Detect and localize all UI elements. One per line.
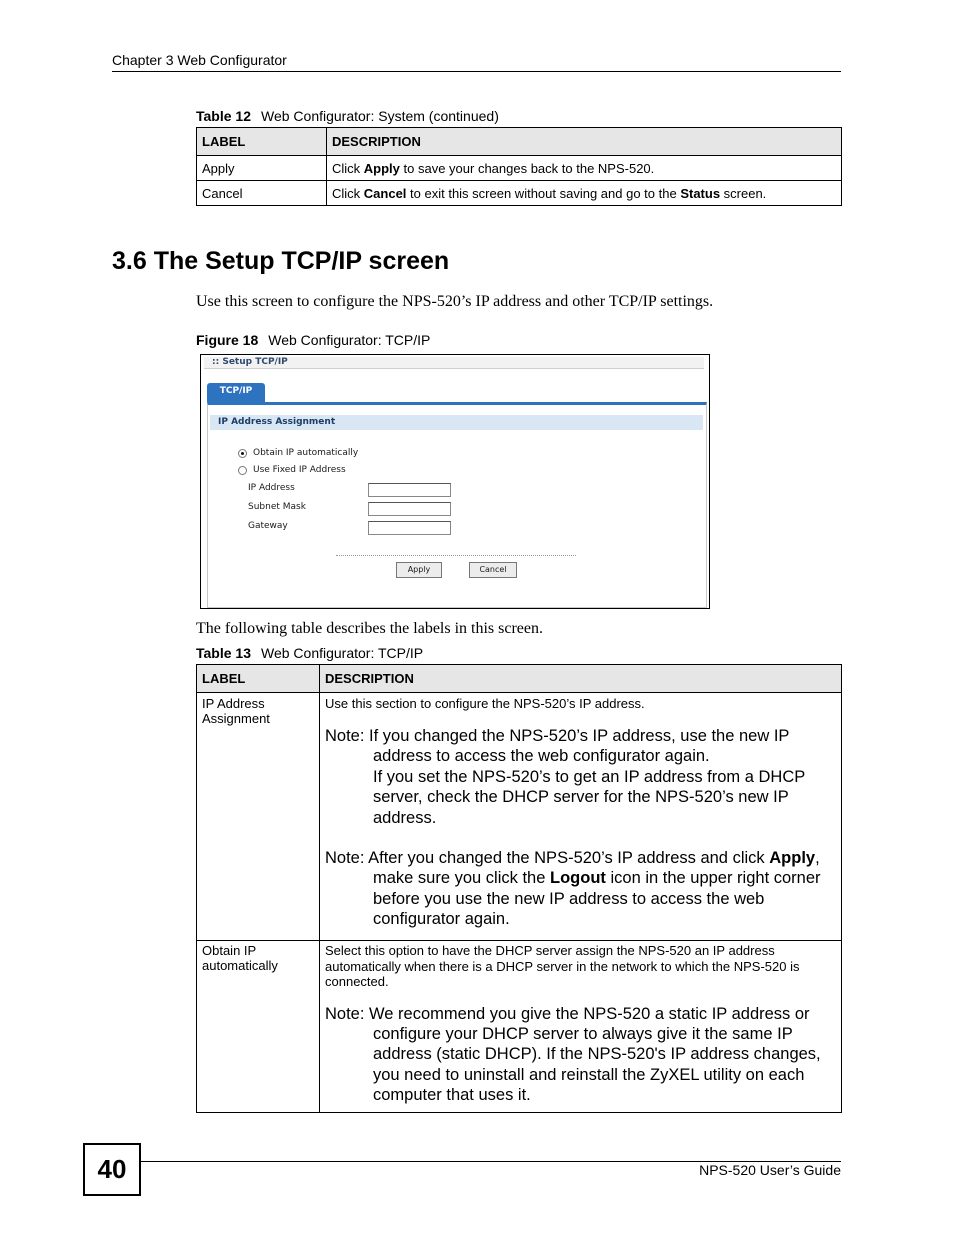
button-divider	[336, 555, 576, 556]
cancel-button[interactable]: Cancel	[469, 562, 517, 578]
table12	[196, 127, 842, 206]
ip-address-label: IP Address	[248, 483, 295, 493]
gateway-input[interactable]	[368, 521, 451, 535]
fixed-ip-label: Use Fixed IP Address	[253, 465, 346, 475]
obtain-ip-label: Obtain IP automatically	[253, 448, 359, 458]
fixed-ip-radio[interactable]	[238, 466, 247, 475]
table-row	[197, 156, 842, 181]
subnet-mask-input[interactable]	[368, 502, 451, 516]
figure-caption	[196, 332, 430, 348]
figure-caption-num: Figure 18	[196, 332, 259, 348]
table-row	[197, 181, 842, 206]
col-description-header: DESCRIPTION	[327, 128, 842, 156]
table13	[196, 664, 842, 1113]
note	[325, 726, 836, 828]
row-label: Apply	[197, 156, 327, 181]
apply-button[interactable]: Apply	[396, 562, 442, 578]
figure-caption-text: Web Configurator: TCP/IP	[268, 332, 431, 348]
settings-panel	[207, 402, 707, 608]
row-description-text: Select this option to have the DHCP server assign the NPS-520 an IP address automatically when there is a DHCP server in the network to which the NPS-520 is connected.	[325, 943, 800, 989]
tab-tcpip[interactable]: TCP/IP	[207, 383, 265, 402]
table-header-row	[197, 665, 842, 693]
table12-caption-text: Web Configurator: System (continued)	[261, 108, 499, 124]
section-title: 3.6 The Setup TCP/IP screen	[112, 247, 450, 275]
window-titlebar	[204, 357, 704, 369]
table-header-row	[197, 128, 842, 156]
window-title: :: Setup TCP/IP	[212, 357, 288, 367]
guide-name: NPS-520 User’s Guide	[699, 1162, 841, 1178]
row-description-text: Use this section to configure the NPS-520’s IP address.	[325, 696, 645, 711]
row-description	[320, 693, 842, 941]
table13-caption-num: Table 13	[196, 645, 251, 661]
table12-caption-num: Table 12	[196, 108, 251, 124]
obtain-ip-radio[interactable]	[238, 449, 247, 458]
col-description-header: DESCRIPTION	[320, 665, 842, 693]
row-description: Click Apply to save your changes back to the NPS-520.	[327, 156, 842, 181]
header-rule	[112, 71, 841, 72]
table13-caption	[196, 645, 423, 661]
row-description	[320, 941, 842, 1113]
note-text: Note: If you changed the NPS-520’s IP address, use the new IP address to access the web configurator again.	[325, 727, 790, 766]
row-description: Click Cancel to exit this screen without saving and go to the Status screen.	[327, 181, 842, 206]
table13-caption-text: Web Configurator: TCP/IP	[261, 645, 424, 661]
note: Note: We recommend you give the NPS-520 a static IP address or configure your DHCP server to always give it the same IP address (static DHCP). If the NPS-520's IP address changes, you need to uninstall and reinstall the ZyXEL utility on each computer that uses it.	[325, 1004, 821, 1105]
row-label: IP Address Assignment	[197, 693, 320, 941]
chapter-header: Chapter 3 Web Configurator	[112, 52, 287, 68]
table-row	[197, 693, 842, 941]
ip-assignment-section-bar	[210, 415, 703, 430]
ip-assignment-section-label: IP Address Assignment	[218, 417, 336, 427]
gateway-label: Gateway	[248, 521, 288, 531]
row-label: Obtain IP automatically	[197, 941, 320, 1113]
page-number: 40	[83, 1143, 141, 1196]
subnet-mask-label: Subnet Mask	[248, 502, 306, 512]
col-label-header: LABEL	[197, 128, 327, 156]
following-paragraph: The following table describes the labels in this screen.	[196, 620, 544, 637]
tcpip-screenshot	[200, 354, 710, 609]
col-label-header: LABEL	[197, 665, 320, 693]
table-row	[197, 941, 842, 1113]
row-label: Cancel	[197, 181, 327, 206]
table12-caption	[196, 108, 499, 124]
ip-address-input[interactable]	[368, 483, 451, 497]
note-text: If you set the NPS-520’s to get an IP address from a DHCP server, check the DHCP server for the NPS-520’s new IP address.	[373, 767, 805, 827]
intro-paragraph: Use this screen to configure the NPS-520’s IP address and other TCP/IP settings.	[196, 293, 714, 310]
note: Note: After you changed the NPS-520’s IP address and click Apply, make sure you click the Logout icon in the upper right corner before you use the new IP address to access the web configurator again.	[325, 849, 821, 929]
